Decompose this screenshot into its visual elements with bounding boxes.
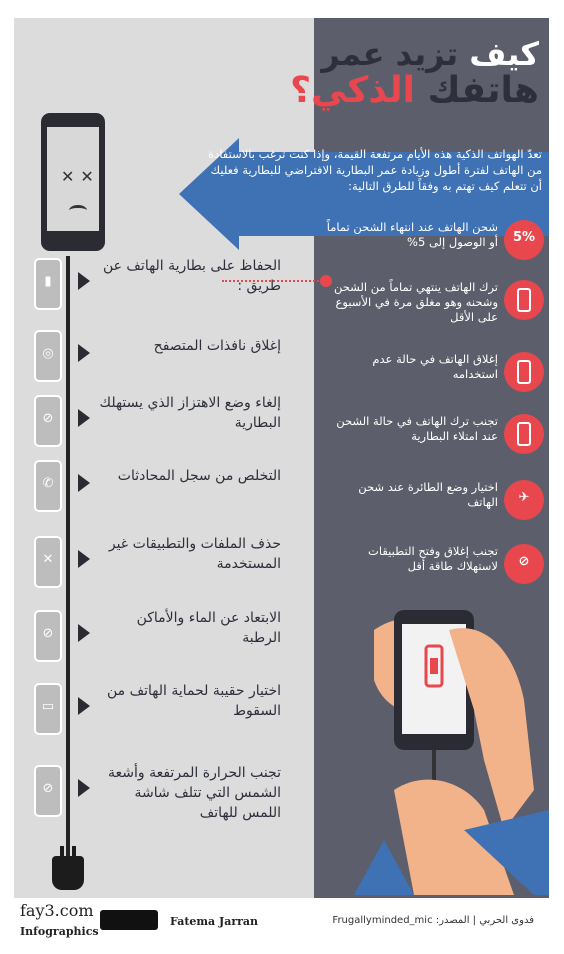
right-tip-text: تجنب إغلاق وفتح التطبيقات لاستهلاك طاقة أقل [368,544,498,573]
title-line1-rest: تزيد عمر [321,35,470,73]
no-sun-icon: ⊘ [34,765,62,817]
battery-full-icon [504,414,544,454]
phone-off-icon [504,352,544,392]
left-tip-item [34,256,309,316]
right-tip-text: إغلاق الهاتف في حالة عدم استخدامه [372,352,498,381]
site-name: fay3.com [20,901,94,920]
left-tip-text: حذف الملفات والتطبيقات غير المستخدمة [108,536,281,572]
pointer-triangle-icon [78,344,90,362]
airplane-icon: ✈ [504,480,544,520]
right-tip-text: اختيار وضع الطائرة عند شحن الهاتف [358,480,498,509]
left-tip-item [34,393,309,453]
pointer-triangle-icon [78,697,90,715]
left-tip-item [34,763,309,823]
left-tip-item [34,608,309,668]
right-tip-text: شحن الهاتف عند انتهاء الشحن تماماً أو الوصول إلى 5% [326,220,498,249]
left-tip-text: إغلاق نافذات المتصفح [153,338,281,354]
left-tip-text: تجنب الحرارة المرتفعة وأشعة الشمس التي تتلف شاشة اللمس للهاتف [107,765,281,821]
low-battery-icon: 5% [504,220,544,260]
plug-icon [52,856,84,890]
left-tip-text: التخلص من سجل المحادثات [117,468,281,484]
right-tip-text: ترك الهاتف ينتهي تماماً من الشحن وشحنه وهو مغلق مرة في الأسبوع على الأقل [333,280,498,324]
right-tip-item [326,540,548,596]
right-tip-item [326,410,548,466]
pointer-triangle-icon [78,779,90,797]
globe-icon: ◎ [34,330,62,382]
right-tip-item [326,216,548,272]
right-tip-item [326,348,548,404]
title-line2-rest: الذكي؟ [290,69,428,111]
title-line2-highlight: هاتفك [427,69,539,111]
battery-icon: ▮ [34,258,62,310]
left-tip-text: الابتعاد عن الماء والأماكن الرطبة [136,610,281,646]
pointer-triangle-icon [78,409,90,427]
intro-text: تعدّ الهواتف الذكية هذه الأيام مرتفعة القيمة، وإذا كنت ترغب بالاستفادة من الهاتف لفترة أطول وزيادة عمر البطارية الافتراضي للبطارية فعليك أن تتعلم كيف تهتم به وفقاً للطرق التالية: [208,147,542,193]
dead-phone-icon: ✕✕ [41,113,105,251]
brand [20,901,99,939]
source-credit: فدوى الحربي | المصدر: Frugallyminded_mic [332,915,534,926]
vibrate-off-icon: ⊘ [34,395,62,447]
right-tip-item [326,476,548,532]
no-water-icon: ⊘ [34,610,62,662]
battery-empty-icon [504,280,544,320]
phone-case-icon: ▭ [34,683,62,735]
pointer-triangle-icon [78,624,90,642]
footer [0,898,564,954]
pointer-triangle-icon [78,272,90,290]
poster-title [19,35,539,111]
title-line1-prefix: كيف [469,35,539,73]
pointer-triangle-icon [78,474,90,492]
author: Fatema Jarran [170,915,259,928]
left-tip-item [34,534,309,594]
right-tip-item [326,276,548,332]
delete-icon: ✕ [34,536,62,588]
phone-call-icon: ✆ [34,460,62,512]
left-tip-item [34,681,309,741]
infographic-poster [14,18,549,898]
left-tip-item [34,328,309,388]
brand-logo [100,910,158,930]
left-tip-item [34,458,309,518]
wifi-off-icon: ⊘ [504,544,544,584]
hands-holding-phone-illustration [354,590,549,895]
left-tip-text: إلغاء وضع الاهتزاز الذي يستهلك البطارية [99,395,281,431]
left-tip-text: الحفاظ على بطارية الهاتف عن طريق : [102,258,281,294]
right-tip-text: تجنب ترك الهاتف في حالة الشحن عند امتلاء البطارية [336,414,498,443]
brand-label: Infographics [20,925,99,938]
pointer-triangle-icon [78,550,90,568]
left-tip-text: اختيار حقيبة لحماية الهاتف من السقوط [107,683,281,719]
